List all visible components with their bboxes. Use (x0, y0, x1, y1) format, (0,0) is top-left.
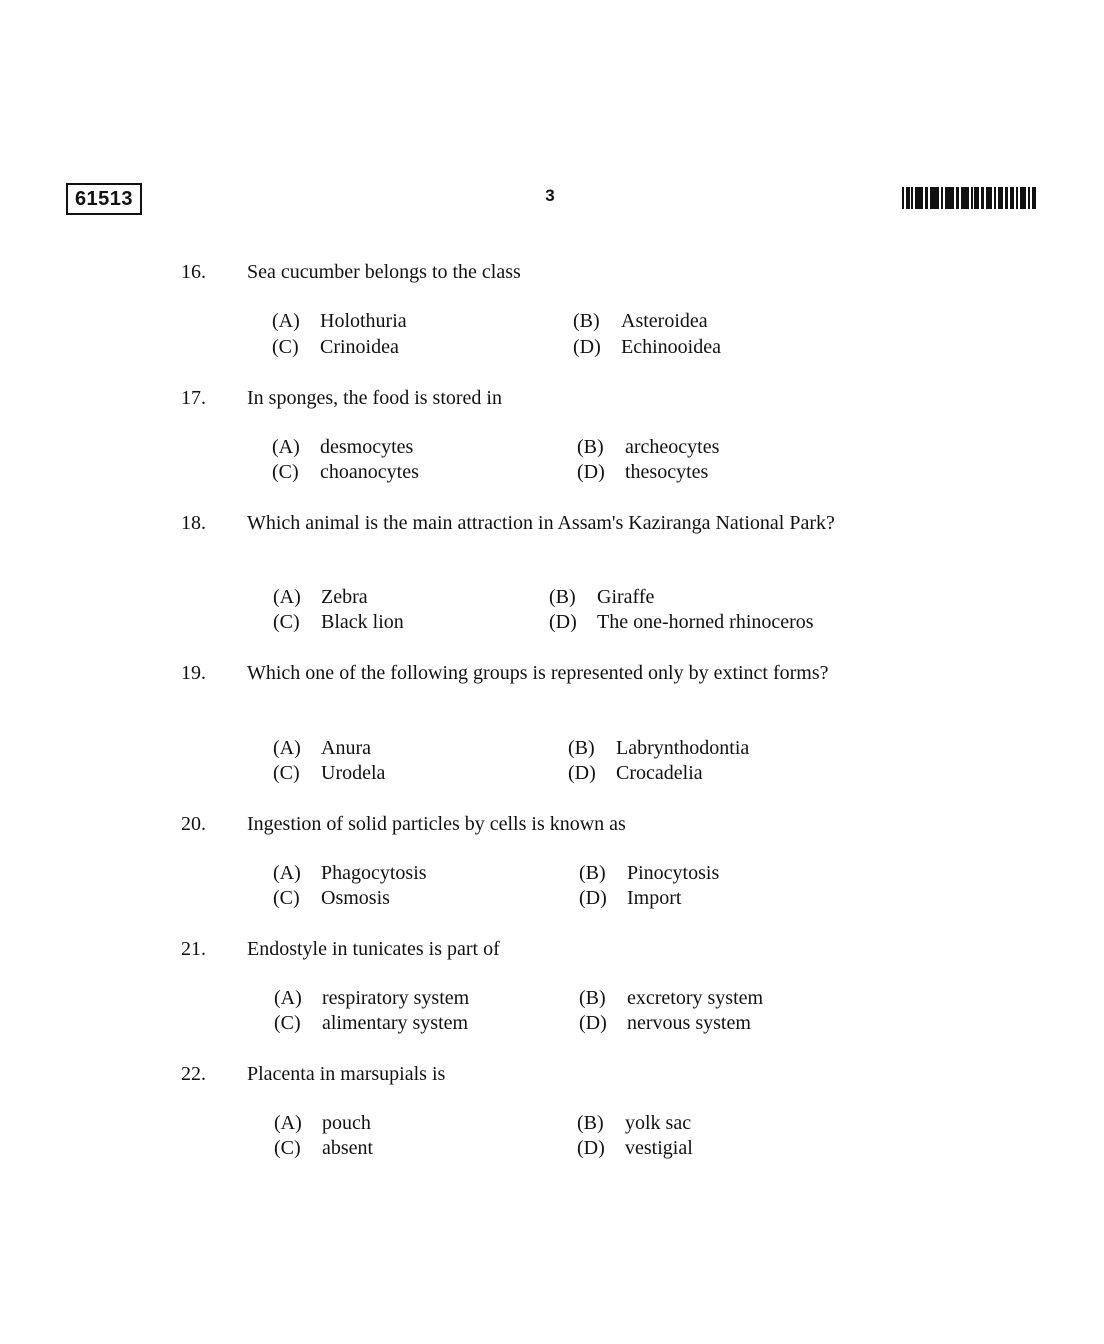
paper-code-box: 61513 (66, 183, 142, 215)
question-number: 18. (181, 512, 206, 534)
option-b: (B) Pinocytosis (579, 862, 720, 884)
question-number: 22. (181, 1063, 206, 1085)
page-header (0, 0, 1104, 240)
option-a: (A) respiratory system (274, 987, 470, 1009)
option-c: (C) Osmosis (273, 887, 390, 909)
question-number: 17. (181, 387, 206, 409)
option-b: (B) excretory system (579, 987, 764, 1009)
option-b: (B) archeocytes (577, 436, 720, 458)
option-d: (D) Crocadelia (568, 762, 703, 784)
option-a: (A) pouch (274, 1112, 371, 1134)
question-number: 21. (181, 938, 206, 960)
option-d: (D) Echinooidea (573, 336, 721, 358)
option-d: (D) thesocytes (577, 461, 709, 483)
question-number: 16. (181, 261, 206, 283)
option-a: (A) Holothuria (272, 310, 407, 332)
option-b: (B) Giraffe (549, 586, 655, 608)
option-c: (C) choanocytes (272, 461, 419, 483)
option-c: (C) Urodela (273, 762, 386, 784)
barcode-icon (902, 187, 1036, 209)
option-d: (D) nervous system (579, 1012, 751, 1034)
question-number: 19. (181, 662, 206, 684)
option-b: (B) Asteroidea (573, 310, 708, 332)
question-text: In sponges, the food is stored in (247, 387, 502, 409)
option-b: (B) yolk sac (577, 1112, 692, 1134)
option-a: (A) Anura (273, 737, 371, 759)
question-text: Which one of the following groups is represented only by extinct forms? (247, 662, 829, 684)
question-text: Which animal is the main attraction in Assam's Kaziranga National Park? (247, 512, 835, 534)
option-c: (C) absent (274, 1137, 374, 1159)
option-a: (A) Phagocytosis (273, 862, 427, 884)
question-number: 20. (181, 813, 206, 835)
option-a: (A) Zebra (273, 586, 368, 608)
option-a: (A) desmocytes (272, 436, 414, 458)
option-d: (D) The one-horned rhinoceros (549, 611, 814, 633)
option-c: (C) Black lion (273, 611, 404, 633)
option-b: (B) Labrynthodontia (568, 737, 750, 759)
option-d: (D) Import (579, 887, 682, 909)
option-c: (C) Crinoidea (272, 336, 399, 358)
question-text: Ingestion of solid particles by cells is known as (247, 813, 626, 835)
question-text: Placenta in marsupials is (247, 1063, 446, 1085)
question-text: Endostyle in tunicates is part of (247, 938, 500, 960)
option-c: (C) alimentary system (274, 1012, 469, 1034)
option-d: (D) vestigial (577, 1137, 693, 1159)
page-number: 3 (545, 186, 555, 205)
question-text: Sea cucumber belongs to the class (247, 261, 521, 283)
